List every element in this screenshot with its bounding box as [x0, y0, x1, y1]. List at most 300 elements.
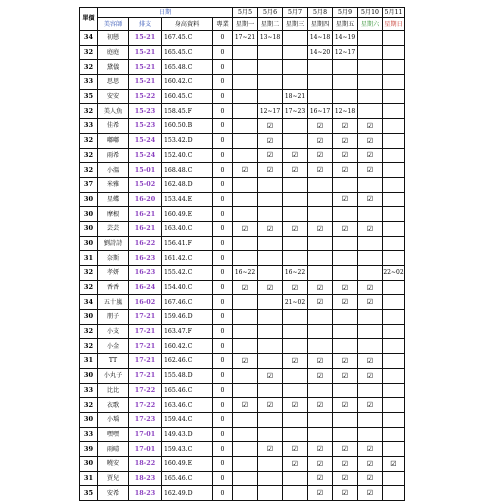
- empty-day-cell: [383, 295, 405, 310]
- shift-time-cell: 22~02: [383, 266, 405, 281]
- empty-day-cell: [333, 236, 358, 251]
- type-cell: 0: [213, 383, 233, 398]
- header-row-columns: [80, 18, 405, 31]
- type-cell: 0: [213, 456, 233, 471]
- shift-time-cell: 12~18: [333, 104, 358, 119]
- col-header-ref: 排支: [129, 18, 162, 31]
- checkbox-checked-icon: ☑: [308, 280, 333, 295]
- empty-day-cell: [233, 207, 258, 222]
- empty-day-cell: [358, 236, 383, 251]
- empty-day-cell: [383, 221, 405, 236]
- name-cell: 安安: [98, 89, 129, 104]
- data-cell: 161.42.C: [162, 251, 213, 266]
- name-cell: 初戀: [98, 31, 129, 46]
- table-row: [80, 192, 405, 207]
- table-row: [80, 456, 405, 471]
- ref-cell: 15-24: [129, 148, 162, 163]
- shift-time-cell: 16~17: [308, 104, 333, 119]
- seat-cell: 30: [80, 412, 98, 427]
- empty-day-cell: [383, 354, 405, 369]
- name-cell: 芸芸: [98, 221, 129, 236]
- checkbox-checked-icon: ☑: [308, 295, 333, 310]
- name-cell: 星蝶: [98, 192, 129, 207]
- day-date: 5月5: [233, 8, 258, 18]
- ref-cell: 18-22: [129, 456, 162, 471]
- table-row: [80, 45, 405, 60]
- ref-cell: 18-23: [129, 486, 162, 501]
- table-row: [80, 177, 405, 192]
- empty-day-cell: [358, 339, 383, 354]
- empty-day-cell: [358, 324, 383, 339]
- type-cell: 0: [213, 486, 233, 501]
- data-cell: 153.44.E: [162, 192, 213, 207]
- ref-cell: 17-21: [129, 354, 162, 369]
- seat-cell: 32: [80, 104, 98, 119]
- empty-day-cell: [258, 383, 283, 398]
- empty-day-cell: [233, 339, 258, 354]
- data-cell: 160.42.C: [162, 339, 213, 354]
- day-weekday: 星期六: [358, 18, 383, 31]
- day-date: 5月10: [358, 8, 383, 18]
- empty-day-cell: [383, 119, 405, 134]
- empty-day-cell: [358, 177, 383, 192]
- empty-day-cell: [333, 339, 358, 354]
- checkbox-checked-icon: ☑: [333, 192, 358, 207]
- empty-day-cell: [258, 471, 283, 486]
- table-row: [80, 280, 405, 295]
- type-cell: 0: [213, 75, 233, 90]
- name-cell: 奈斯: [98, 251, 129, 266]
- empty-day-cell: [233, 427, 258, 442]
- empty-day-cell: [383, 398, 405, 413]
- checkbox-checked-icon: ☑: [333, 368, 358, 383]
- ref-cell: 15-23: [129, 104, 162, 119]
- schedule-sheet: [79, 7, 404, 498]
- empty-day-cell: [383, 89, 405, 104]
- ref-cell: 17-01: [129, 427, 162, 442]
- data-cell: 160.42.C: [162, 75, 213, 90]
- empty-day-cell: [233, 368, 258, 383]
- empty-day-cell: [308, 266, 333, 281]
- ref-cell: 17-21: [129, 310, 162, 325]
- checkbox-checked-icon: ☑: [258, 133, 283, 148]
- day-date: 5月8: [308, 8, 333, 18]
- checkbox-checked-icon: ☑: [333, 163, 358, 178]
- empty-day-cell: [233, 236, 258, 251]
- checkbox-checked-icon: ☑: [333, 442, 358, 457]
- seat-cell: 31: [80, 471, 98, 486]
- checkbox-checked-icon: ☑: [358, 163, 383, 178]
- checkbox-checked-icon: ☑: [358, 192, 383, 207]
- empty-day-cell: [383, 310, 405, 325]
- empty-day-cell: [258, 486, 283, 501]
- data-cell: 155.48.D: [162, 368, 213, 383]
- checkbox-checked-icon: ☑: [333, 398, 358, 413]
- empty-day-cell: [358, 310, 383, 325]
- day-weekday: 星期三: [283, 18, 308, 31]
- table-row: [80, 442, 405, 457]
- day-date: 5月7: [283, 8, 308, 18]
- day-date: 5月6: [258, 8, 283, 18]
- checkbox-checked-icon: ☑: [333, 295, 358, 310]
- empty-day-cell: [383, 31, 405, 46]
- name-cell: 庭庭: [98, 45, 129, 60]
- empty-day-cell: [283, 45, 308, 60]
- ref-cell: 15-21: [129, 45, 162, 60]
- ref-cell: 16-21: [129, 221, 162, 236]
- type-cell: 0: [213, 163, 233, 178]
- name-cell: 嘿嘿: [98, 427, 129, 442]
- type-cell: 0: [213, 177, 233, 192]
- type-cell: 0: [213, 31, 233, 46]
- checkbox-checked-icon: ☑: [333, 354, 358, 369]
- empty-day-cell: [358, 104, 383, 119]
- name-cell: 香香: [98, 280, 129, 295]
- seat-cell: 33: [80, 119, 98, 134]
- empty-day-cell: [233, 148, 258, 163]
- type-cell: 0: [213, 104, 233, 119]
- empty-day-cell: [358, 45, 383, 60]
- name-cell: 五十嵐: [98, 295, 129, 310]
- seat-cell: 35: [80, 486, 98, 501]
- data-cell: 168.48.C: [162, 163, 213, 178]
- shift-time-cell: 13~18: [258, 31, 283, 46]
- checkbox-checked-icon: ☑: [283, 221, 308, 236]
- table-row: [80, 295, 405, 310]
- checkbox-checked-icon: ☑: [283, 280, 308, 295]
- checkbox-checked-icon: ☑: [358, 398, 383, 413]
- empty-day-cell: [283, 368, 308, 383]
- ref-cell: 16-23: [129, 266, 162, 281]
- empty-day-cell: [233, 471, 258, 486]
- table-row: [80, 383, 405, 398]
- data-cell: 163.46.C: [162, 398, 213, 413]
- checkbox-checked-icon: ☑: [358, 221, 383, 236]
- checkbox-checked-icon: ☑: [308, 148, 333, 163]
- empty-day-cell: [333, 310, 358, 325]
- type-cell: 0: [213, 368, 233, 383]
- table-row: [80, 266, 405, 281]
- empty-day-cell: [258, 339, 283, 354]
- checkbox-checked-icon: ☑: [333, 280, 358, 295]
- table-row: [80, 163, 405, 178]
- type-cell: 0: [213, 324, 233, 339]
- col-header-type: 專業: [213, 18, 233, 31]
- empty-day-cell: [333, 177, 358, 192]
- data-cell: 153.42.D: [162, 133, 213, 148]
- empty-day-cell: [383, 368, 405, 383]
- checkbox-checked-icon: ☑: [358, 295, 383, 310]
- ref-cell: 17-01: [129, 442, 162, 457]
- empty-day-cell: [308, 383, 333, 398]
- ref-cell: 15-21: [129, 75, 162, 90]
- shift-time-cell: 12~17: [333, 45, 358, 60]
- type-cell: 0: [213, 354, 233, 369]
- empty-day-cell: [383, 163, 405, 178]
- empty-day-cell: [283, 324, 308, 339]
- empty-day-cell: [383, 207, 405, 222]
- empty-day-cell: [233, 251, 258, 266]
- empty-day-cell: [308, 89, 333, 104]
- empty-day-cell: [283, 427, 308, 442]
- shift-time-cell: 14~19: [333, 31, 358, 46]
- empty-day-cell: [383, 45, 405, 60]
- ref-cell: 16-20: [129, 192, 162, 207]
- empty-day-cell: [283, 310, 308, 325]
- name-cell: 小瑀: [98, 412, 129, 427]
- empty-day-cell: [308, 236, 333, 251]
- empty-day-cell: [283, 119, 308, 134]
- type-cell: 0: [213, 89, 233, 104]
- schedule-table: [79, 7, 405, 501]
- checkbox-checked-icon: ☑: [358, 280, 383, 295]
- shift-time-cell: 12~17: [258, 104, 283, 119]
- table-row: [80, 148, 405, 163]
- seat-cell: 30: [80, 221, 98, 236]
- checkbox-checked-icon: ☑: [283, 163, 308, 178]
- empty-day-cell: [258, 89, 283, 104]
- empty-day-cell: [258, 266, 283, 281]
- seat-cell: 33: [80, 75, 98, 90]
- type-cell: 0: [213, 471, 233, 486]
- shift-time-cell: 14~20: [308, 45, 333, 60]
- empty-day-cell: [358, 251, 383, 266]
- empty-day-cell: [283, 75, 308, 90]
- checkbox-checked-icon: ☑: [308, 486, 333, 501]
- empty-day-cell: [258, 75, 283, 90]
- data-cell: 167.45.C: [162, 31, 213, 46]
- empty-day-cell: [333, 89, 358, 104]
- seat-cell: 39: [80, 442, 98, 457]
- data-cell: 162.49.D: [162, 486, 213, 501]
- empty-day-cell: [283, 177, 308, 192]
- name-cell: 安希: [98, 486, 129, 501]
- empty-day-cell: [283, 133, 308, 148]
- table-row: [80, 119, 405, 134]
- empty-day-cell: [333, 383, 358, 398]
- seat-cell: 32: [80, 148, 98, 163]
- empty-day-cell: [258, 207, 283, 222]
- name-cell: 嘟嘟: [98, 133, 129, 148]
- ref-cell: 15-02: [129, 177, 162, 192]
- name-cell: 美人魚: [98, 104, 129, 119]
- empty-day-cell: [258, 177, 283, 192]
- seat-cell: 31: [80, 354, 98, 369]
- checkbox-checked-icon: ☑: [283, 148, 308, 163]
- empty-day-cell: [258, 192, 283, 207]
- empty-day-cell: [233, 177, 258, 192]
- empty-day-cell: [233, 412, 258, 427]
- seat-cell: 32: [80, 398, 98, 413]
- empty-day-cell: [383, 236, 405, 251]
- checkbox-checked-icon: ☑: [233, 398, 258, 413]
- checkbox-checked-icon: ☑: [283, 398, 308, 413]
- ref-cell: 15-01: [129, 163, 162, 178]
- data-cell: 159.44.C: [162, 412, 213, 427]
- ref-cell: 17-21: [129, 339, 162, 354]
- empty-day-cell: [383, 104, 405, 119]
- empty-day-cell: [383, 148, 405, 163]
- empty-day-cell: [383, 339, 405, 354]
- data-cell: 160.45.C: [162, 89, 213, 104]
- table-row: [80, 221, 405, 236]
- type-cell: 0: [213, 251, 233, 266]
- ref-cell: 16-23: [129, 251, 162, 266]
- checkbox-checked-icon: ☑: [358, 456, 383, 471]
- seat-cell: 35: [80, 89, 98, 104]
- checkbox-checked-icon: ☑: [258, 368, 283, 383]
- day-weekday: 星期一: [233, 18, 258, 31]
- data-cell: 158.45.F: [162, 104, 213, 119]
- ref-cell: 17-22: [129, 383, 162, 398]
- table-row: [80, 89, 405, 104]
- seat-cell: 30: [80, 207, 98, 222]
- name-cell: 比比: [98, 383, 129, 398]
- empty-day-cell: [383, 412, 405, 427]
- checkbox-checked-icon: ☑: [333, 486, 358, 501]
- data-cell: 162.46.C: [162, 354, 213, 369]
- data-cell: 162.48.D: [162, 177, 213, 192]
- empty-day-cell: [233, 324, 258, 339]
- table-row: [80, 236, 405, 251]
- ref-cell: 15-21: [129, 60, 162, 75]
- seat-cell: 32: [80, 60, 98, 75]
- empty-day-cell: [333, 324, 358, 339]
- empty-day-cell: [233, 456, 258, 471]
- shift-time-cell: 14~18: [308, 31, 333, 46]
- empty-day-cell: [258, 251, 283, 266]
- empty-day-cell: [383, 486, 405, 501]
- empty-day-cell: [283, 471, 308, 486]
- empty-day-cell: [283, 192, 308, 207]
- header-row-dates: [80, 8, 405, 18]
- empty-day-cell: [233, 60, 258, 75]
- data-cell: 152.40.C: [162, 148, 213, 163]
- type-cell: 0: [213, 236, 233, 251]
- empty-day-cell: [233, 45, 258, 60]
- data-cell: 165.46.C: [162, 471, 213, 486]
- empty-day-cell: [233, 119, 258, 134]
- ref-cell: 15-22: [129, 89, 162, 104]
- checkbox-checked-icon: ☑: [358, 471, 383, 486]
- ref-cell: 15-23: [129, 119, 162, 134]
- empty-day-cell: [233, 442, 258, 457]
- checkbox-checked-icon: ☑: [358, 442, 383, 457]
- empty-day-cell: [258, 354, 283, 369]
- empty-day-cell: [383, 324, 405, 339]
- header-corner: 單價: [80, 8, 98, 31]
- checkbox-checked-icon: ☑: [233, 163, 258, 178]
- checkbox-checked-icon: ☑: [308, 119, 333, 134]
- empty-day-cell: [283, 486, 308, 501]
- empty-day-cell: [258, 324, 283, 339]
- day-weekday: 星期四: [308, 18, 333, 31]
- checkbox-checked-icon: ☑: [333, 119, 358, 134]
- name-cell: 小支: [98, 324, 129, 339]
- empty-day-cell: [383, 133, 405, 148]
- table-row: [80, 368, 405, 383]
- empty-day-cell: [233, 310, 258, 325]
- name-cell: 朋子: [98, 310, 129, 325]
- shift-time-cell: 17~23: [283, 104, 308, 119]
- empty-day-cell: [358, 207, 383, 222]
- seat-cell: 34: [80, 31, 98, 46]
- type-cell: 0: [213, 266, 233, 281]
- seat-cell: 37: [80, 177, 98, 192]
- table-row: [80, 75, 405, 90]
- empty-day-cell: [358, 266, 383, 281]
- name-cell: 小丸子: [98, 368, 129, 383]
- empty-day-cell: [233, 486, 258, 501]
- seat-cell: 31: [80, 251, 98, 266]
- seat-cell: 32: [80, 266, 98, 281]
- ref-cell: 15-21: [129, 31, 162, 46]
- shift-time-cell: 17~21: [233, 31, 258, 46]
- empty-day-cell: [333, 412, 358, 427]
- name-cell: 思思: [98, 75, 129, 90]
- header-group-label: 日期: [98, 8, 233, 18]
- empty-day-cell: [308, 177, 333, 192]
- table-row: [80, 354, 405, 369]
- name-cell: 劉詩詩: [98, 236, 129, 251]
- day-weekday: 星期日: [383, 18, 405, 31]
- schedule-rows: [80, 31, 405, 501]
- seat-cell: 30: [80, 310, 98, 325]
- data-cell: 159.46.D: [162, 310, 213, 325]
- table-row: [80, 471, 405, 486]
- empty-day-cell: [383, 192, 405, 207]
- day-date: 5月11: [384, 8, 403, 16]
- empty-day-cell: [383, 383, 405, 398]
- day-date: 5月9: [333, 8, 358, 18]
- empty-day-cell: [383, 60, 405, 75]
- type-cell: 0: [213, 148, 233, 163]
- table-row: [80, 251, 405, 266]
- empty-day-cell: [283, 383, 308, 398]
- empty-day-cell: [383, 177, 405, 192]
- empty-day-cell: [383, 280, 405, 295]
- table-row: [80, 324, 405, 339]
- empty-day-cell: [283, 60, 308, 75]
- empty-day-cell: [383, 471, 405, 486]
- data-cell: 160.49.E: [162, 456, 213, 471]
- seat-cell: 32: [80, 45, 98, 60]
- empty-day-cell: [283, 31, 308, 46]
- type-cell: 0: [213, 398, 233, 413]
- empty-day-cell: [308, 251, 333, 266]
- checkbox-checked-icon: ☑: [333, 148, 358, 163]
- empty-day-cell: [383, 251, 405, 266]
- empty-day-cell: [233, 133, 258, 148]
- table-row: [80, 412, 405, 427]
- table-row: [80, 339, 405, 354]
- ref-cell: 18-23: [129, 471, 162, 486]
- empty-day-cell: [283, 339, 308, 354]
- table-row: [80, 104, 405, 119]
- checkbox-checked-icon: ☑: [333, 471, 358, 486]
- checkbox-checked-icon: ☑: [383, 456, 405, 471]
- empty-day-cell: [283, 251, 308, 266]
- empty-day-cell: [333, 75, 358, 90]
- checkbox-checked-icon: ☑: [283, 456, 308, 471]
- empty-day-cell: [358, 60, 383, 75]
- seat-cell: 32: [80, 339, 98, 354]
- checkbox-checked-icon: ☑: [308, 398, 333, 413]
- type-cell: 0: [213, 60, 233, 75]
- type-cell: 0: [213, 119, 233, 134]
- ref-cell: 16-02: [129, 295, 162, 310]
- name-cell: 衣歌: [98, 398, 129, 413]
